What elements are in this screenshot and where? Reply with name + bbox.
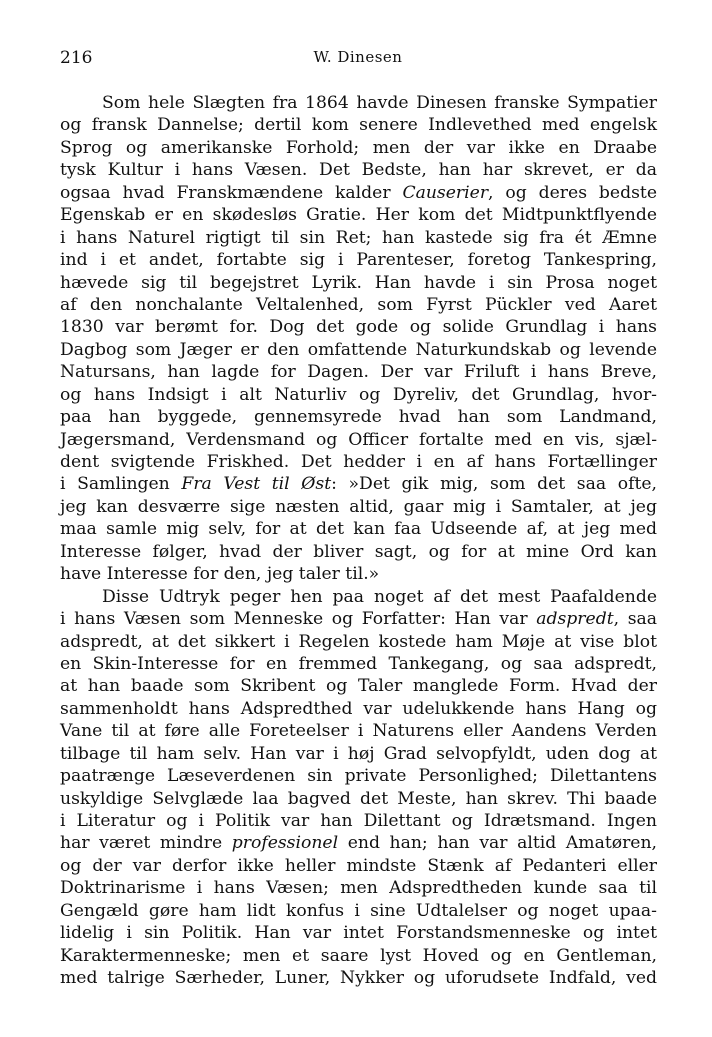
text-line: i hans Væsen som Menneske og Forfatter: Han var adspredt, saa bbox=[60, 609, 658, 630]
text-line: Sprog og amerikanske Forhold; men der var ikke en Draabe bbox=[60, 137, 657, 158]
italic-professionel: professionel bbox=[231, 833, 339, 854]
text-line: Karaktermenneske; men et saare lyst Hoved og en Gentleman, bbox=[60, 945, 657, 966]
text-line: i Samlingen Fra Vest til Øst: »Det gik mig, som det saa ofte, bbox=[60, 474, 657, 495]
text-line: Vane til at føre alle Foreteelser i Naturens eller Aandens Verden bbox=[60, 721, 657, 742]
text-line: og hans Indsigt i alt Naturliv og Dyreliv, det Grundlag, hvor- bbox=[60, 384, 657, 405]
text-line: tilbage til ham selv. Han var i høj Grad selvopfyldt, uden dog at bbox=[60, 743, 657, 764]
text-line: ogsaa hvad Franskmændene kalder Causerier, og deres bedste bbox=[60, 182, 657, 203]
text-line: Disse Udtryk peger hen paa noget af det mest Paafaldende bbox=[102, 586, 657, 607]
text-line: 1830 var berømt for. Dog det gode og solide Grundlag i hans bbox=[60, 317, 657, 338]
text-line: at han baade som Skribent og Taler manglede Form. Hvad der bbox=[60, 676, 657, 697]
italic-causerier: Causerier bbox=[402, 182, 489, 203]
text-line: paa han byggede, gennemsyrede hvad han som Landmand, bbox=[60, 407, 657, 428]
text-line: Dagbog som Jæger er den omfattende Naturkundskab og levende bbox=[60, 339, 657, 360]
text-line: maa samle mig selv, for at det kan faa Udseende af, at jeg med bbox=[60, 519, 657, 540]
text-line: uskyldige Selvglæde laa bagved det Meste, han skrev. Thi baade bbox=[60, 788, 657, 809]
text-line: jeg kan desværre sige næsten altid, gaar mig i Samtaler, at jeg bbox=[60, 496, 657, 517]
text-line: paatrænge Læseverdenen sin private Personlighed; Dilettantens bbox=[60, 766, 657, 787]
text-line: en Skin-Interesse for en fremmed Tankegang, og saa adspredt, bbox=[60, 653, 657, 674]
text-line: af den nonchalante Veltalenhed, som Fyrst Pückler ved Aaret bbox=[60, 294, 657, 315]
italic-fra-vest-til-ost: Fra Vest til Øst bbox=[181, 474, 332, 495]
text-line: sammenholdt hans Adspredthed var udelukkende hans Hang og bbox=[60, 698, 657, 719]
italic-adspredt: adspredt bbox=[536, 609, 614, 630]
page-header bbox=[60, 48, 656, 70]
text-line: Doktrinarisme i hans Væsen; men Adspredtheden kunde saa til bbox=[60, 878, 657, 899]
text-line: i hans Naturel rigtigt til sin Ret; han kastede sig fra ét Æmne bbox=[60, 227, 657, 248]
text-line: Som hele Slægten fra 1864 havde Dinesen franske Sympatier bbox=[102, 93, 657, 113]
page-number: 216 bbox=[60, 48, 93, 68]
text-line: have Interesse for den, jeg taler til.» bbox=[60, 564, 380, 585]
text-line: dent svigtende Friskhed. Det hedder i en af hans Fortællinger bbox=[60, 452, 657, 472]
text-line: ind i et andet, fortabte sig i Parenteser, foretog Tankespring, bbox=[60, 250, 657, 271]
text-line: Egenskab er en skødesløs Gratie. Her kom det Midtpunktflyende bbox=[60, 205, 657, 226]
text-line: Jægersmand, Verdensmand og Officer fortalte med en vis, sjæl- bbox=[60, 429, 657, 450]
text-line: i Literatur og i Politik var han Dilettant og Idrætsmand. Ingen bbox=[60, 811, 657, 831]
text-line: har været mindre professionel end han; han var altid Amatøren, bbox=[60, 833, 657, 854]
text-line: adspredt, at det sikkert i Regelen kostede ham Møje at vise blot bbox=[60, 631, 657, 652]
text-line: Gengæld gøre ham lidt konfus i sine Udtalelser og noget upaa- bbox=[60, 900, 657, 921]
text-line: og fransk Dannelse; dertil kom senere Indlevethed med engelsk bbox=[60, 115, 657, 136]
text-line: med talrige Særheder, Luner, Nykker og uforudsete Indfald, ved bbox=[60, 968, 657, 989]
running-head: W. Dinesen bbox=[313, 48, 403, 66]
text-line: og der var derfor ikke heller mindste Stænk af Pedanteri eller bbox=[60, 855, 657, 876]
text-line: hævede sig til begejstret Lyrik. Han havde i sin Prosa noget bbox=[60, 272, 657, 293]
text-line: lidelig i sin Politik. Han var intet Forstandsmenneske og intet bbox=[60, 923, 657, 944]
text-line: Natursans, han lagde for Dagen. Der var Friluft i hans Breve, bbox=[60, 362, 657, 383]
text-line: tysk Kultur i hans Væsen. Det Bedste, han har skrevet, er da bbox=[60, 160, 657, 181]
text-line: Interesse følger, hvad der bliver sagt, og for at mine Ord kan bbox=[60, 541, 657, 562]
body-text bbox=[60, 92, 657, 990]
